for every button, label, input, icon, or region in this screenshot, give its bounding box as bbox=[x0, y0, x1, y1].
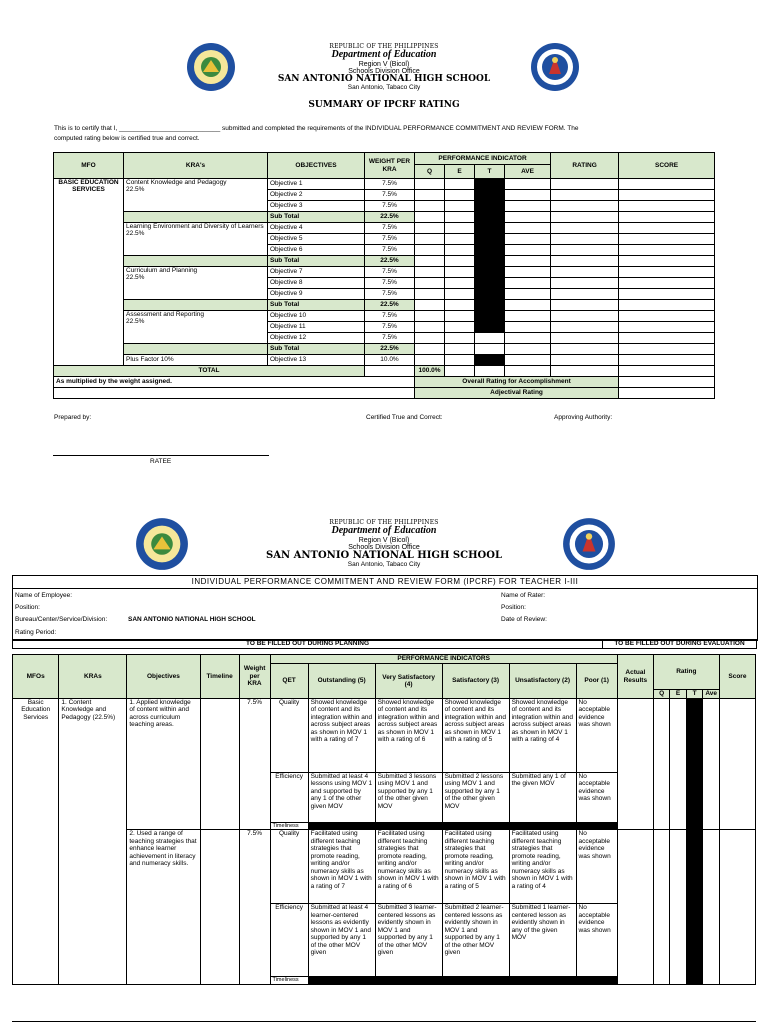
col-score: Score bbox=[719, 655, 755, 699]
col-unsatisfactory: Unsatisfactory (2) bbox=[509, 664, 576, 699]
weight-cell: 7.5% bbox=[365, 333, 415, 344]
summary-page bbox=[0, 0, 768, 465]
objective-cell: Objective 4 bbox=[268, 223, 365, 234]
col-score: SCORE bbox=[619, 153, 715, 179]
objective-cell: Objective 11 bbox=[268, 322, 365, 333]
mfo-cell: Basic Education Services bbox=[13, 699, 59, 985]
objective-cell: 1. Applied knowledge of content within and across curriculum teaching areas. bbox=[127, 699, 200, 830]
indicator-cell: Submitted at least 4 lessons using MOV 1 and supported by any 1 of the other given MOV bbox=[308, 773, 375, 823]
col-perf: PERFORMANCE INDICATOR bbox=[415, 153, 551, 165]
objective-cell: Objective 7 bbox=[268, 267, 365, 278]
col-poor: Poor (1) bbox=[576, 664, 617, 699]
indicator-cell: Facilitated using different teaching strategies that promote reading, writing and/or numeracy skills as shown in MOV 1 with a rating of 6 bbox=[375, 830, 442, 904]
address-line: San Antonio, Tabaco City bbox=[347, 560, 421, 568]
kra-pct: 22.5% bbox=[126, 318, 145, 326]
indicator-cell: Submitted at least 4 learner-centered lessons as evidently shown in MOV 1 and supported by any 1 of the other MOV given bbox=[308, 904, 375, 977]
kra-cell bbox=[124, 179, 268, 212]
position-label: Position: bbox=[15, 604, 40, 611]
kra-cell bbox=[124, 223, 268, 256]
weight-cell: 7.5% bbox=[365, 245, 415, 256]
adjectival-rating-label: Adjectival Rating bbox=[415, 388, 619, 399]
indicator-cell: Submitted any 1 of the given MOV bbox=[509, 773, 576, 823]
indicator-cell: Submitted 2 lessons using MOV 1 and supported by any 1 of the other given MOV bbox=[442, 773, 509, 823]
ipcrf-header-text bbox=[0, 520, 768, 569]
subtotal-label: Sub Total bbox=[268, 212, 365, 223]
date-of-review: Date of Review: bbox=[501, 616, 547, 623]
col-q: Q bbox=[653, 690, 669, 699]
indicator-cell: Showed knowledge of content and its integration within and across subject areas as shown in MOV 1 with a rating of 5 bbox=[442, 699, 509, 773]
kra-cell: Plus Factor 10% bbox=[124, 355, 268, 366]
ipcrf-page bbox=[0, 515, 768, 1024]
col-objectives: OBJECTIVES bbox=[268, 153, 365, 179]
summary-title: SUMMARY OF IPCRF RATING bbox=[308, 100, 460, 110]
indicator-cell: Showed knowledge of content and its integration within and across subject areas as shown in MOV 1 with a rating of 4 bbox=[509, 699, 576, 773]
col-mfo: MFO bbox=[54, 153, 124, 179]
col-ave: AVE bbox=[505, 165, 551, 179]
col-t: T bbox=[686, 690, 702, 699]
col-mfos: MFOs bbox=[13, 655, 59, 699]
objective-cell: Objective 10 bbox=[268, 311, 365, 322]
col-timeline: Timeline bbox=[200, 655, 239, 699]
weight-cell: 7.5% bbox=[365, 190, 415, 201]
division-line: Schools Division Office bbox=[348, 544, 420, 552]
kra-name: Curriculum and Planning bbox=[126, 267, 198, 274]
approving-authority: Approving Authority: bbox=[554, 414, 613, 421]
region-line: Region V (Bicol) bbox=[358, 60, 410, 68]
qet-efficiency: Efficiency bbox=[270, 904, 308, 977]
col-rating: Rating bbox=[653, 655, 719, 690]
certify-text-2: computed rating below is certified true and correct. bbox=[54, 135, 200, 142]
school-line: SAN ANTONIO NATIONAL HIGH SCHOOL bbox=[266, 550, 502, 562]
weight-cell: 7.5% bbox=[365, 201, 415, 212]
col-q: Q bbox=[415, 165, 445, 179]
certified-true: Certified True and Correct: bbox=[366, 414, 443, 421]
col-kras: KRAs bbox=[59, 655, 127, 699]
ratee-label: RATEE bbox=[150, 458, 172, 465]
summary-table bbox=[53, 152, 715, 399]
objective-cell: Objective 3 bbox=[268, 201, 365, 212]
subtotal-weight: 22.5% bbox=[365, 344, 415, 355]
total-label: TOTAL bbox=[54, 366, 365, 377]
col-t: T bbox=[475, 165, 505, 179]
indicator-cell: Submitted 3 learner-centered lessons as evidently shown in MOV 1 and supported by any 1 of the other MOV given bbox=[375, 904, 442, 977]
ipcrf-title: INDIVIDUAL PERFORMANCE COMMITMENT AND REVIEW FORM (IPCRF) FOR TEACHER I-III bbox=[13, 576, 757, 589]
weight-cell: 7.5% bbox=[365, 179, 415, 190]
kra-pct: 22.5% bbox=[126, 186, 145, 194]
col-outstanding: Outstanding (5) bbox=[308, 664, 375, 699]
region-line: Region V (Bicol) bbox=[358, 536, 410, 544]
col-weight: WEIGHT PER KRA bbox=[365, 153, 415, 179]
ipcrf-header bbox=[0, 515, 768, 575]
indicator-cell: Submitted 1 learner-centered lesson as evidently shown in any of the given MOV bbox=[509, 904, 576, 977]
objective-cell: Objective 12 bbox=[268, 333, 365, 344]
indicator-cell: No acceptable evidence was shown bbox=[576, 904, 617, 977]
objective-cell: Objective 8 bbox=[268, 278, 365, 289]
kra-name: Content Knowledge and Pedagogy bbox=[126, 179, 227, 186]
subtotal-weight: 22.5% bbox=[365, 212, 415, 223]
total-weight: 100.0% bbox=[415, 366, 445, 377]
col-ave: Ave bbox=[703, 690, 720, 699]
weight-cell: 7.5% bbox=[365, 278, 415, 289]
weight-cell: 7.5% bbox=[365, 223, 415, 234]
certify-text: This is to certify that I, ____________________________ submitted and completed the requirements of the INDIVIDUAL PERFORMANCE COMMITMENT AND REVIEW FORM. The bbox=[54, 125, 579, 132]
objective-cell: Objective 1 bbox=[268, 179, 365, 190]
kra-pct: 22.5% bbox=[126, 274, 145, 282]
indicator-cell: Showed knowledge of content and its integration within and across subject areas as shown in MOV 1 with a rating of 7 bbox=[308, 699, 375, 773]
bureau-value: SAN ANTONIO NATIONAL HIGH SCHOOL bbox=[128, 616, 256, 623]
overall-rating-label: Overall Rating for Accomplishment bbox=[415, 377, 619, 388]
indicator-cell: Showed knowledge of content and its integration within and across subject areas as shown in MOV 1 with a rating of 6 bbox=[375, 699, 442, 773]
col-weight: Weight per KRA bbox=[239, 655, 270, 699]
kra-cell: 1. Content Knowledge and Pedagogy (22.5%) bbox=[59, 699, 127, 985]
department-line: Department of Education bbox=[331, 525, 437, 537]
qet-quality: Quality bbox=[270, 699, 308, 773]
ratee-signature-line bbox=[53, 455, 269, 456]
objective-cell: Objective 9 bbox=[268, 289, 365, 300]
indicator-cell: Facilitated using different teaching strategies that promote reading, writing and/or numeracy skills as shown in MOV 1 with a rating of 5 bbox=[442, 830, 509, 904]
col-e: E bbox=[445, 165, 475, 179]
plus-weight: 10.0% bbox=[365, 355, 415, 366]
col-satisfactory: Satisfactory (3) bbox=[442, 664, 509, 699]
address-line: San Antonio, Tabaco City bbox=[347, 83, 421, 91]
weight-cell: 7.5% bbox=[239, 830, 270, 984]
col-perf: PERFORMANCE INDICATORS bbox=[270, 655, 617, 664]
summary-header-text bbox=[0, 44, 768, 92]
indicator-cell: Facilitated using different teaching strategies that promote reading, writing and/or numeracy skills as shown in MOV 1 with a rating of 7 bbox=[308, 830, 375, 904]
weight-cell: 7.5% bbox=[365, 322, 415, 333]
subtotal-weight: 22.5% bbox=[365, 256, 415, 267]
ipcrf-info-block bbox=[12, 575, 758, 641]
weight-cell: 7.5% bbox=[365, 234, 415, 245]
summary-header bbox=[0, 40, 768, 100]
bureau-label: Bureau/Center/Service/Division: bbox=[15, 616, 108, 623]
subtotal-label: Sub Total bbox=[268, 300, 365, 311]
name-of-rater: Name of Rater: bbox=[501, 592, 546, 599]
mfo-cell: BASIC EDUCATION SERVICES bbox=[54, 179, 124, 366]
republic-line: REPUBLIC OF THE PHILIPPINES bbox=[329, 43, 439, 50]
rater-position: Position: bbox=[501, 604, 526, 611]
kra-cell bbox=[124, 267, 268, 300]
col-kras: KRA's bbox=[124, 153, 268, 179]
objective-cell: Objective 6 bbox=[268, 245, 365, 256]
weight-cell: 7.5% bbox=[239, 699, 270, 830]
subtotal-label: Sub Total bbox=[268, 344, 365, 355]
col-e: E bbox=[670, 690, 686, 699]
kra-name: Assessment and Reporting bbox=[126, 311, 205, 318]
filled-out-bar bbox=[12, 639, 757, 649]
indicator-cell: No acceptable evidence was shown bbox=[576, 773, 617, 823]
subtotal-label: Sub Total bbox=[268, 256, 365, 267]
page-bottom-rule bbox=[12, 1021, 756, 1022]
qet-quality: Quality bbox=[270, 830, 308, 904]
indicator-cell: No acceptable evidence was shown bbox=[576, 830, 617, 904]
name-of-employee: Name of Employee: bbox=[15, 592, 73, 599]
objective-cell: Objective 5 bbox=[268, 234, 365, 245]
indicator-cell: Submitted 3 lessons using MOV 1 and supported by any 1 of the other given MOV bbox=[375, 773, 442, 823]
weight-cell: 7.5% bbox=[365, 289, 415, 300]
qet-efficiency: Efficiency bbox=[270, 773, 308, 823]
republic-line: REPUBLIC OF THE PHILIPPINES bbox=[329, 519, 439, 526]
col-qet: QET bbox=[270, 664, 308, 699]
ipcrf-table bbox=[12, 654, 756, 985]
kra-pct: 22.5% bbox=[126, 230, 145, 238]
qet-timeliness: Timeliness bbox=[270, 823, 308, 830]
kra-cell bbox=[124, 311, 268, 344]
col-actual: Actual Results bbox=[617, 655, 653, 699]
rating-period-label: Rating Period: bbox=[15, 629, 57, 636]
evaluation-label: TO BE FILLED OUT DURING EVALUATION bbox=[603, 640, 757, 649]
objective-cell: Objective 13 bbox=[268, 355, 365, 366]
col-objectives: Objectives bbox=[127, 655, 200, 699]
weight-cell: 7.5% bbox=[365, 311, 415, 322]
multiplied-text: As multiplied by the weight assigned. bbox=[54, 377, 415, 388]
kra-name: Learning Environment and Diversity of Learners bbox=[126, 223, 264, 230]
col-rating: RATING bbox=[551, 153, 619, 179]
objective-cell: 2. Used a range of teaching strategies that enhance learner achievement in literacy and numeracy skills. bbox=[127, 830, 200, 984]
indicator-cell: No acceptable evidence was shown bbox=[576, 699, 617, 773]
planning-label: TO BE FILLED OUT DURING PLANNING bbox=[13, 640, 603, 649]
school-line: SAN ANTONIO NATIONAL HIGH SCHOOL bbox=[277, 74, 491, 85]
department-line: Department of Education bbox=[331, 49, 437, 61]
qet-timeliness: Timeliness bbox=[270, 977, 308, 984]
division-line: Schools Division Office bbox=[348, 68, 420, 76]
col-very-satisfactory: Very Satisfactory (4) bbox=[375, 664, 442, 699]
indicator-cell: Submitted 2 learner-centered lessons as evidently shown in MOV 1 and supported by any 1 of the other MOV given bbox=[442, 904, 509, 977]
prepared-by: Prepared by: bbox=[54, 414, 92, 421]
weight-cell: 7.5% bbox=[365, 267, 415, 278]
indicator-cell: Facilitated using different teaching strategies that promote reading, writing and/or numeracy skills as shown in MOV 1 with a rating of 4 bbox=[509, 830, 576, 904]
objective-cell: Objective 2 bbox=[268, 190, 365, 201]
subtotal-weight: 22.5% bbox=[365, 300, 415, 311]
